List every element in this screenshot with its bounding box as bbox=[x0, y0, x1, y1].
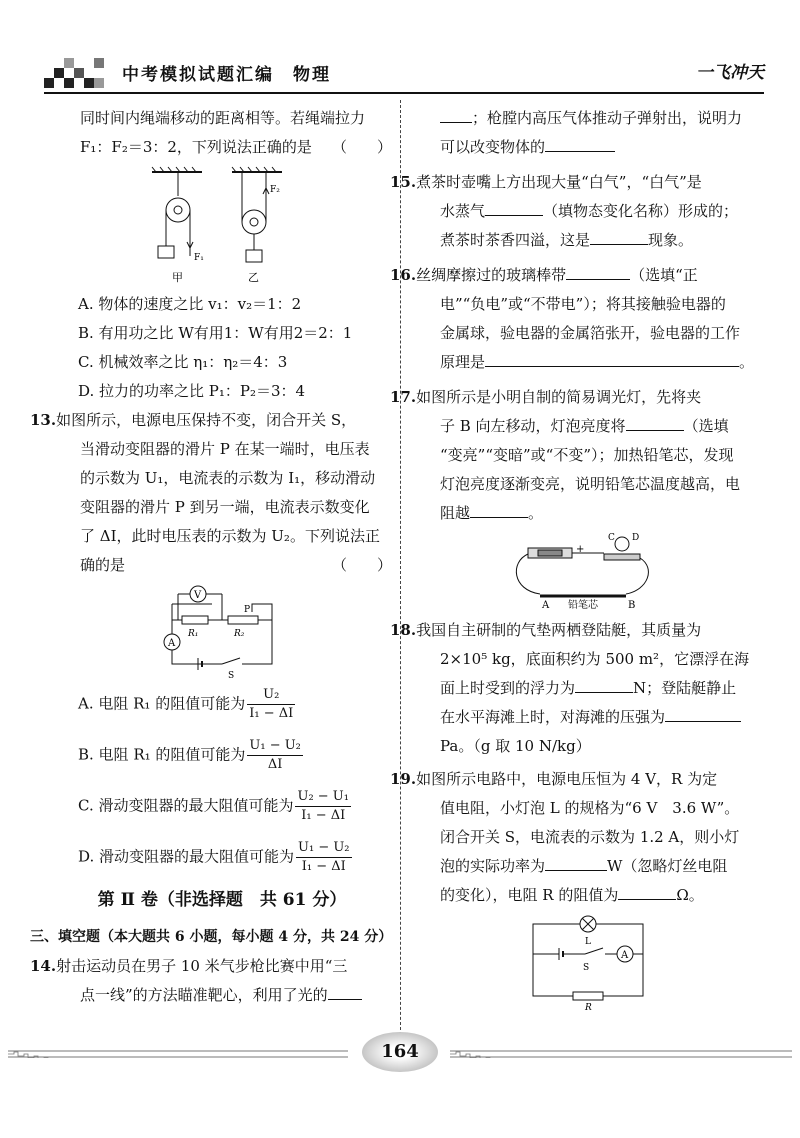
q15-line: 水蒸气 （填物态变化名称）形成的； bbox=[412, 197, 764, 226]
q17-line: 灯泡亮度逐渐变亮，说明铅笔芯温度越高，电 bbox=[440, 475, 741, 493]
q17-line: 子 B 向左移动，灯泡亮度将 （选填 bbox=[412, 412, 764, 441]
svg-text:铅笔芯: 铅笔芯 bbox=[568, 600, 598, 611]
question-number: 17. bbox=[390, 388, 417, 406]
q17-line: “变亮”“变暗”或“不变”）；加热铅笔芯，发现 bbox=[440, 446, 734, 464]
svg-text:B: B bbox=[628, 600, 636, 611]
q18-line: 在水平海滩上时，对海滩的压强为 bbox=[412, 703, 764, 732]
q13-line: 13.如图所示，电源电压保持不变，闭合开关 S， bbox=[30, 411, 357, 429]
page-number: 164 bbox=[362, 1032, 438, 1072]
q13-line: 变阻器的滑片 P 到另一端，电流表示数变化 bbox=[80, 498, 370, 516]
q19-line: 泡的实际功率为 W（忽略灯丝电阻 bbox=[412, 852, 764, 881]
q19-line: 19.如图所示电路中，电源电压恒为 4 V，R 为定 bbox=[390, 770, 718, 788]
q19-line: 值电阻，小灯泡 L 的规格为“6 V 3.6 W”。 bbox=[440, 799, 740, 817]
right-column bbox=[390, 104, 764, 1014]
q13-line: 了 ΔI，此时电压表的示数为 U₂。下列说法正 bbox=[80, 527, 380, 545]
answer-paren: （ ） bbox=[331, 556, 392, 574]
q18-line: Pa。（g 取 10 N/kg） bbox=[440, 737, 591, 755]
q14-line: 可以改变物体的 bbox=[412, 133, 764, 162]
q12-option-c: C. 机械效率之比 η₁：η₂＝4：3 bbox=[78, 353, 288, 371]
footer-border-right bbox=[450, 1050, 792, 1058]
q13-line: 的示数为 U₁，电流表的示数为 I₁，移动滑动 bbox=[80, 469, 376, 487]
answer-blank[interactable] bbox=[665, 703, 741, 722]
svg-text:P: P bbox=[244, 605, 251, 615]
q14-line: ；枪膛内高压气体推动子弹射出，说明力 bbox=[412, 104, 764, 133]
svg-text:F₂: F₂ bbox=[270, 185, 280, 195]
svg-text:R₁: R₁ bbox=[188, 629, 199, 639]
question-number: 19. bbox=[390, 770, 417, 788]
q12-option-a: A. 物体的速度之比 v₁：v₂＝1：2 bbox=[78, 295, 302, 313]
q16-line: 原理是 。 bbox=[412, 348, 764, 377]
q12-line: F₁：F₂＝3：2，下列说法正确的是 （ ） bbox=[52, 133, 392, 162]
q19-line: 的变化），电阻 R 的阻值为 Ω。 bbox=[412, 881, 764, 910]
svg-text:C: C bbox=[608, 533, 615, 543]
q14-line: 点一线”的方法瞄准靶心，利用了光的 bbox=[52, 981, 392, 1010]
q18-line: 2×10⁵ kg，底面积约为 500 m²，它漂浮在海 bbox=[440, 650, 750, 668]
q17-line: 17.如图所示是小明自制的简易调光灯，先将夹 bbox=[390, 388, 702, 406]
footer-border-left bbox=[8, 1050, 348, 1058]
q13-line: 确的是 （ ） bbox=[52, 551, 392, 580]
dimmer-lamp-figure bbox=[508, 532, 668, 612]
q12-line: 同时间内绳端移动的距离相等。若绳端拉力 bbox=[80, 109, 366, 127]
left-column bbox=[30, 104, 393, 1010]
svg-text:甲: 甲 bbox=[172, 271, 183, 284]
column-divider bbox=[400, 100, 401, 1050]
answer-blank[interactable] bbox=[626, 412, 684, 431]
svg-text:A: A bbox=[168, 638, 176, 649]
header-rule bbox=[44, 92, 764, 94]
circuit-figure-13 bbox=[152, 584, 292, 680]
svg-text:R: R bbox=[585, 1003, 592, 1010]
svg-text:A: A bbox=[621, 950, 629, 961]
answer-blank[interactable] bbox=[485, 197, 543, 216]
circuit-figure-19 bbox=[523, 914, 653, 1010]
q15-line: 15.煮茶时壶嘴上方出现大量“白气”，“白气”是 bbox=[390, 173, 702, 191]
q17-line: 阻越 。 bbox=[412, 499, 764, 528]
question-number: 15. bbox=[390, 173, 417, 191]
svg-text:R₂: R₂ bbox=[234, 629, 245, 639]
svg-text:F₁: F₁ bbox=[194, 253, 204, 263]
q18-line: 面上时受到的浮力为 N；登陆艇静止 bbox=[412, 674, 764, 703]
question-number: 14. bbox=[30, 957, 57, 975]
answer-blank[interactable] bbox=[485, 348, 739, 367]
answer-blank[interactable] bbox=[590, 226, 648, 245]
answer-blank[interactable] bbox=[566, 261, 630, 280]
svg-text:乙: 乙 bbox=[248, 271, 259, 284]
answer-blank[interactable] bbox=[618, 881, 676, 900]
svg-text:S: S bbox=[583, 963, 590, 973]
pulley-figure bbox=[142, 166, 302, 286]
q13-option-d: D. 滑动变阻器的最大阻值可能为 $\frac{\text{U₁ − U₂}}{\text{I₁ − ΔI}}$ bbox=[78, 840, 350, 874]
answer-blank[interactable] bbox=[440, 104, 472, 123]
svg-text:S: S bbox=[228, 671, 235, 680]
q12-option-d: D. 拉力的功率之比 P₁：P₂＝3：4 bbox=[78, 382, 306, 400]
q13-option-a: A. 电阻 R₁ 的阻值可能为 $\frac{\text{U₂}}{\text{I₁ − ΔI}}$ bbox=[78, 687, 294, 721]
q18-line: 18.我国自主研制的气垫两栖登陆艇，其质量为 bbox=[390, 621, 702, 639]
svg-text:L: L bbox=[585, 937, 591, 947]
q12-option-b: B. 有用功之比 W有用1：W有用2＝2：1 bbox=[78, 324, 353, 342]
svg-text:D: D bbox=[632, 533, 640, 543]
question-number: 16. bbox=[390, 266, 417, 284]
svg-text:+: + bbox=[576, 544, 585, 555]
answer-blank[interactable] bbox=[575, 674, 633, 693]
q16-line: 16.丝绸摩擦过的玻璃棒带 （选填“正 bbox=[390, 261, 764, 290]
q15-line: 煮茶时茶香四溢，这是 现象。 bbox=[412, 226, 764, 255]
page-header bbox=[0, 0, 800, 100]
part-heading: 三、填空题（本大题共 6 小题，每小题 4 分，共 24 分） bbox=[30, 929, 393, 945]
svg-text:A: A bbox=[542, 600, 550, 611]
svg-text:V: V bbox=[194, 590, 202, 601]
q16-line: 电”“负电”或“不带电”）；将其接触验电器的 bbox=[440, 295, 726, 313]
question-number: 13. bbox=[30, 411, 57, 429]
checker-logo bbox=[44, 58, 112, 92]
answer-blank[interactable] bbox=[328, 981, 362, 1000]
q13-option-c: C. 滑动变阻器的最大阻值可能为 $\frac{\text{U₂ − U₁}}{\text{I₁ − ΔI}}$ bbox=[78, 789, 349, 823]
section-title: 第 Ⅱ 卷（非选择题 共 61 分） bbox=[97, 890, 347, 910]
q19-line: 闭合开关 S，电流表的示数为 1.2 A，则小灯 bbox=[440, 828, 740, 846]
q13-line: 当滑动变阻器的滑片 P 在某一端时，电压表 bbox=[80, 440, 370, 458]
question-number: 18. bbox=[390, 621, 417, 639]
answer-paren: （ ） bbox=[331, 138, 392, 156]
q13-option-b: B. 电阻 R₁ 的阻值可能为 $\frac{\text{U₁ − U₂}}{\Delta I}$ bbox=[78, 738, 301, 772]
header-brand: 一飞冲天 bbox=[696, 63, 764, 83]
answer-blank[interactable] bbox=[545, 133, 615, 152]
header-title: 中考模拟试题汇编 物理 bbox=[122, 65, 331, 85]
answer-blank[interactable] bbox=[470, 499, 528, 518]
q14-line: 14.射击运动员在男子 10 米气步枪比赛中用“三 bbox=[30, 957, 348, 975]
q16-line: 金属球，验电器的金属箔张开，验电器的工作 bbox=[440, 324, 741, 342]
answer-blank[interactable] bbox=[545, 852, 607, 871]
